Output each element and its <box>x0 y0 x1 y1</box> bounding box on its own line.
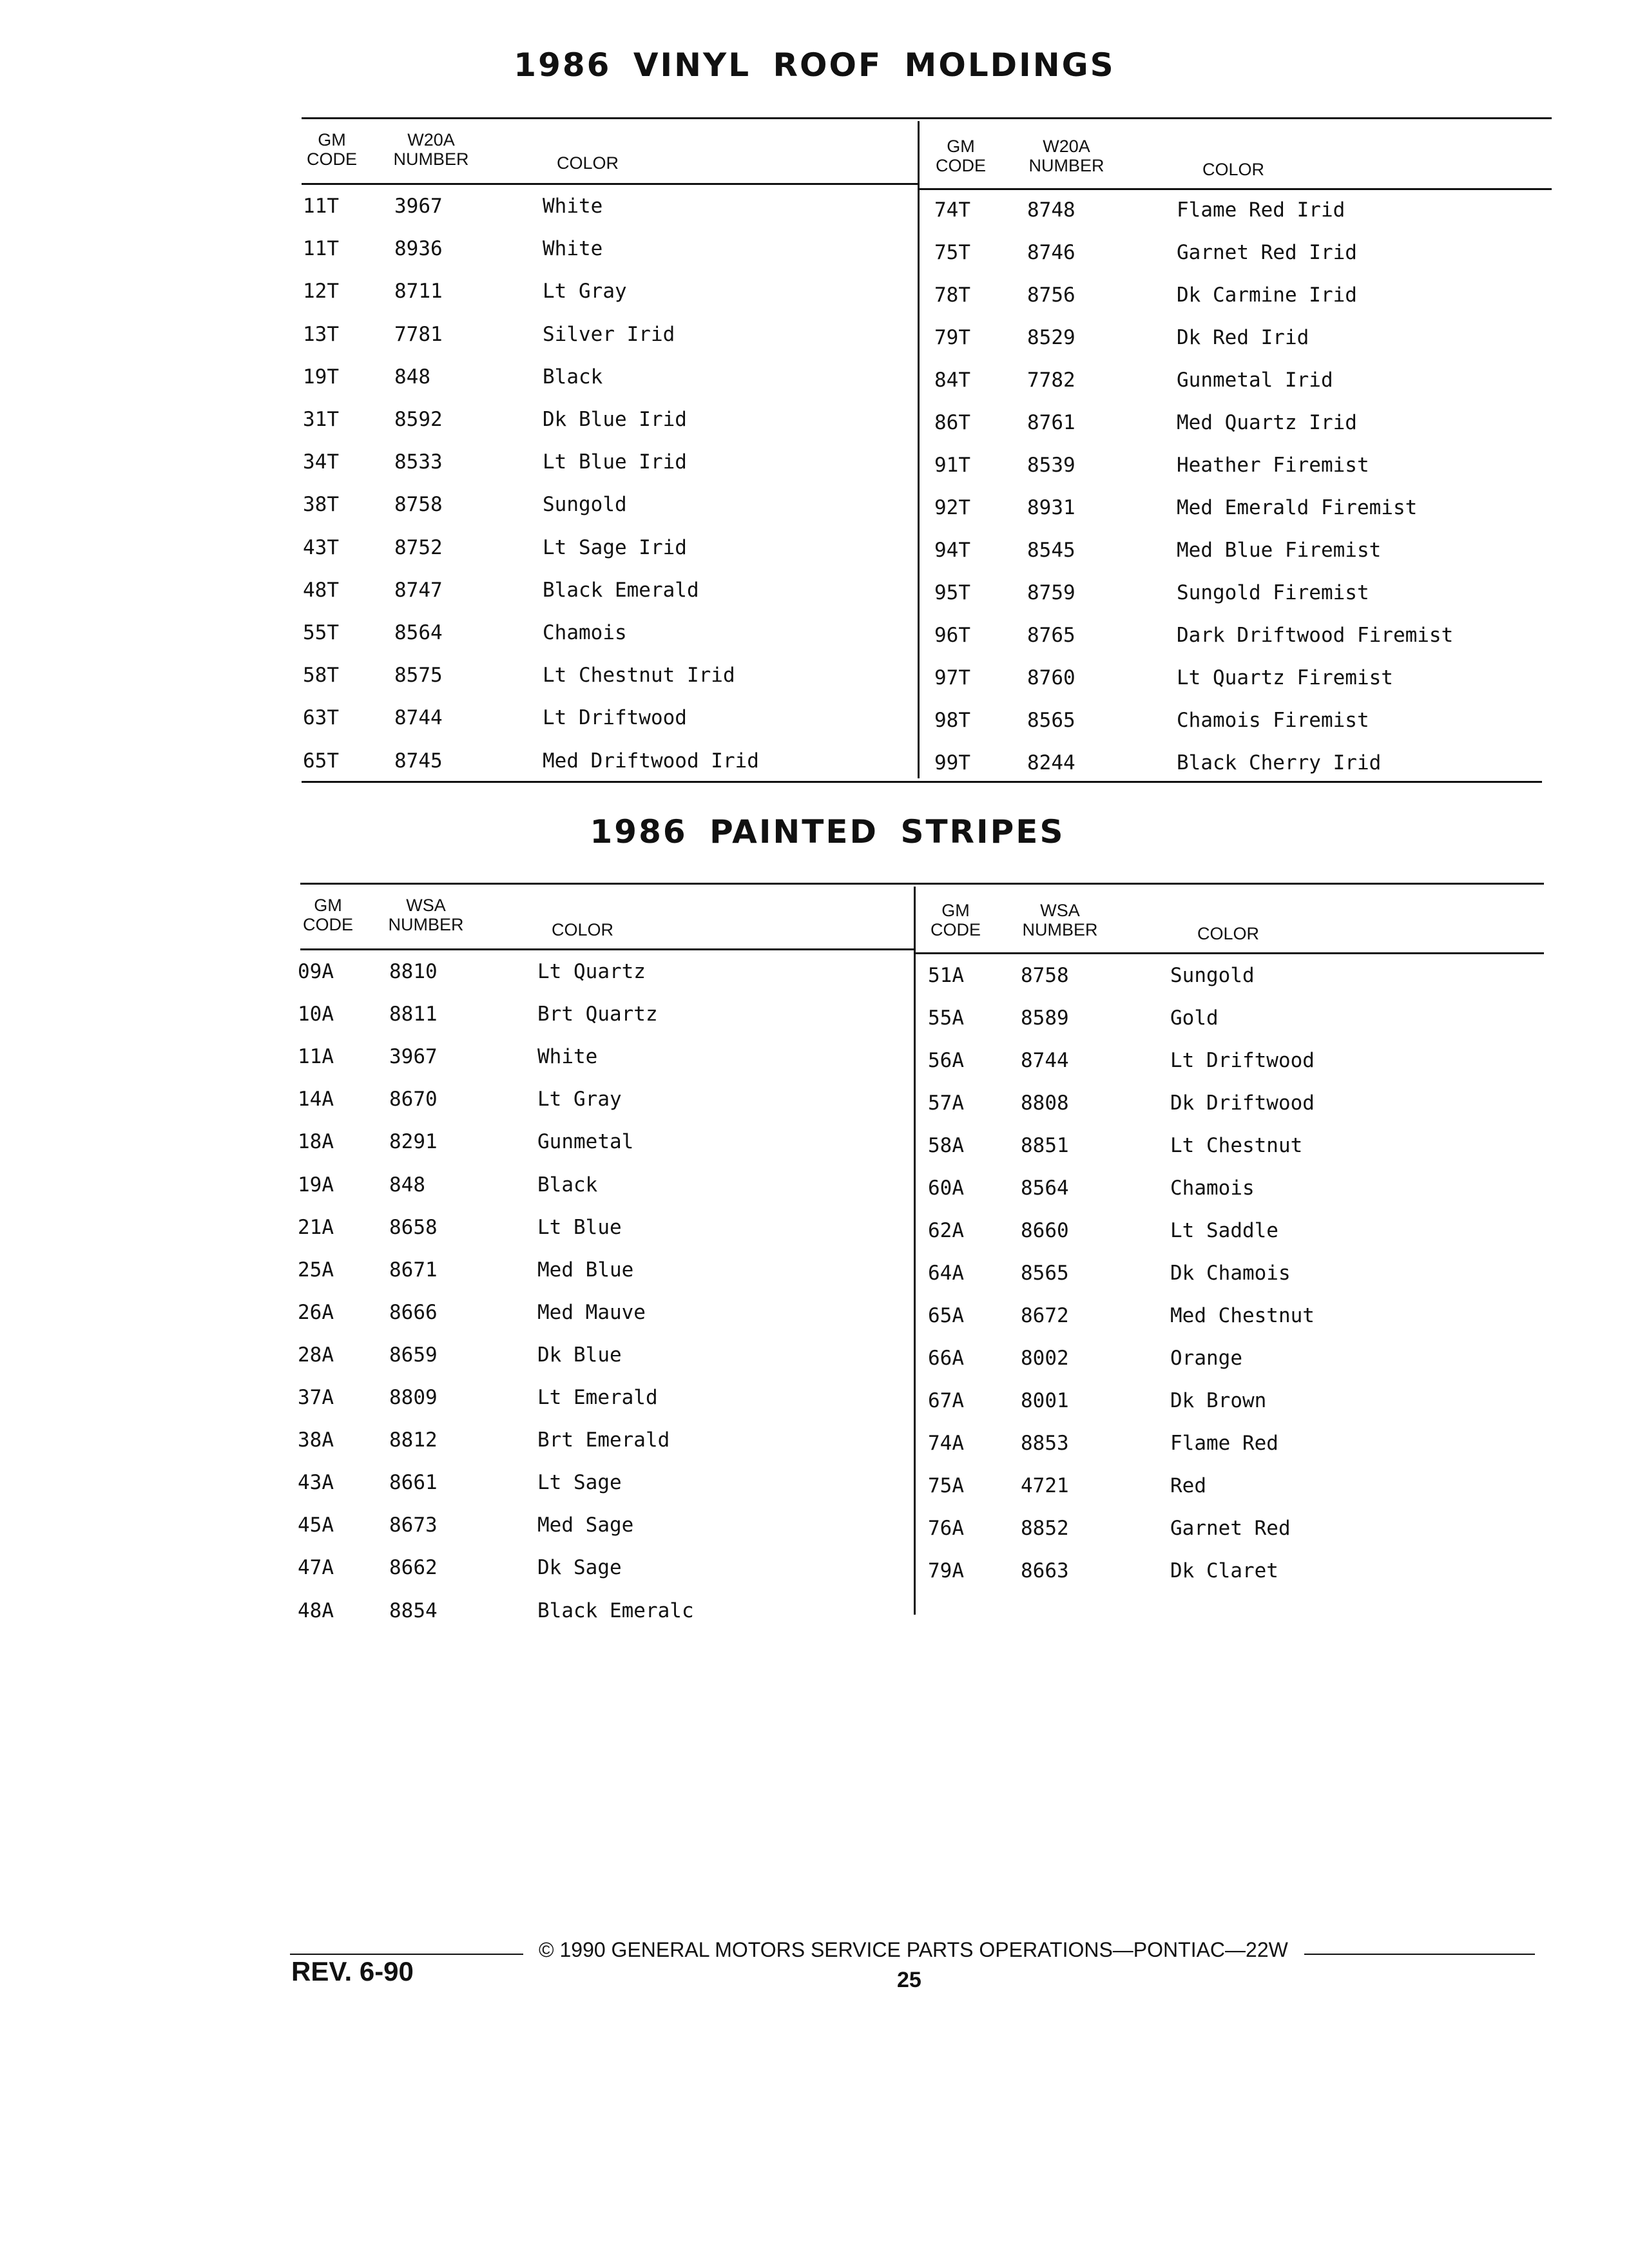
color-name: Lt Blue Irid <box>543 450 687 474</box>
gm-code: 74T <box>934 198 970 222</box>
color-name: Med Blue <box>537 1258 634 1282</box>
color-name: White <box>537 1045 598 1069</box>
gm-label: GM <box>314 896 342 915</box>
gm-code: 63T <box>303 706 339 730</box>
w20a-label: W20A <box>1043 137 1090 156</box>
part-number: 8711 <box>394 280 443 303</box>
color-name: Garnet Red <box>1170 1517 1291 1540</box>
gm-code: 98T <box>934 709 970 732</box>
color-name: Dk Blue Irid <box>543 408 687 431</box>
color-name: Lt Saddle <box>1170 1219 1278 1242</box>
color-name: Med Chestnut <box>1170 1304 1315 1327</box>
color-name: Lt Quartz Firemist <box>1177 666 1393 689</box>
part-number: 8589 <box>1021 1006 1069 1030</box>
part-number: 8671 <box>389 1258 438 1282</box>
color-name: Brt Emerald <box>537 1428 670 1452</box>
part-number: 8747 <box>394 578 443 602</box>
gm-code: 65A <box>928 1304 964 1327</box>
gm-code: 65T <box>303 749 339 773</box>
part-number: 8673 <box>389 1514 438 1537</box>
part-number: 8529 <box>1027 326 1075 349</box>
color-name: Gunmetal Irid <box>1177 369 1333 392</box>
color-name: Lt Driftwood <box>543 706 687 730</box>
gm-code: 10A <box>298 1003 334 1026</box>
part-number: 8758 <box>394 493 443 517</box>
gm-code: 51A <box>928 964 964 987</box>
gm-code: 75T <box>934 241 970 264</box>
color-name: Sungold Firemist <box>1177 581 1369 604</box>
gm-code: 45A <box>298 1514 334 1537</box>
color-name: Flame Red <box>1170 1432 1278 1455</box>
color-name: Lt Gray <box>537 1088 622 1111</box>
color-name: Black Emeralc <box>537 1599 694 1622</box>
gm-code: 43A <box>298 1471 334 1495</box>
gm-code: 31T <box>303 408 339 431</box>
part-number: 8745 <box>394 749 443 773</box>
stripes-top-rule <box>300 883 1544 885</box>
stripes-divider <box>914 887 916 1615</box>
color-name: Lt Gray <box>543 280 627 303</box>
vinyl-right-gm-header <box>925 137 996 175</box>
part-number: 7781 <box>394 322 443 346</box>
gm-code: 78T <box>934 284 970 307</box>
gm-code: 13T <box>303 322 339 346</box>
part-number: 8002 <box>1021 1347 1069 1370</box>
gm-code: 47A <box>298 1556 334 1580</box>
gm-code: 19A <box>298 1173 334 1196</box>
color-name: White <box>543 195 603 218</box>
part-number: 848 <box>389 1173 425 1196</box>
part-number: 8658 <box>389 1215 438 1239</box>
gm-label: GM <box>318 130 346 149</box>
gm-code: 14A <box>298 1088 334 1111</box>
part-number: 8760 <box>1027 666 1075 689</box>
gm-code: 64A <box>928 1262 964 1285</box>
color-name: Dk Sage <box>537 1556 622 1580</box>
part-number: 8809 <box>389 1386 438 1409</box>
gm-code: 28A <box>298 1343 334 1367</box>
page-number: 25 <box>897 1968 921 1992</box>
color-name: Chamois <box>543 621 627 644</box>
color-name: Dark Driftwood Firemist <box>1177 624 1454 647</box>
gm-code: 99T <box>934 751 970 774</box>
part-number: 8533 <box>394 450 443 474</box>
part-number: 8752 <box>394 535 443 559</box>
wsa-label: WSA <box>406 896 446 915</box>
part-number: 7782 <box>1027 369 1075 392</box>
gm-code: 97T <box>934 666 970 689</box>
color-name: Black <box>543 365 603 389</box>
part-number: 8936 <box>394 237 443 261</box>
stripes-right-header-rule <box>915 952 1544 954</box>
vinyl-left-gm-header <box>296 130 367 169</box>
vinyl-right-color-header: COLOR <box>1202 160 1265 179</box>
part-number: 3967 <box>394 195 443 218</box>
footer-left-rule <box>290 1954 523 1955</box>
part-number: 8852 <box>1021 1517 1069 1540</box>
gm-code: 11T <box>303 195 339 218</box>
part-number: 8744 <box>1021 1049 1069 1072</box>
color-name: Sungold <box>1170 964 1255 987</box>
color-name: Lt Sage Irid <box>543 535 687 559</box>
stripes-right-gm-header <box>920 901 991 939</box>
color-name: Lt Quartz <box>537 960 646 983</box>
gm-code: 19T <box>303 365 339 389</box>
color-name: Brt Quartz <box>537 1003 658 1026</box>
vinyl-left-num-header <box>389 130 473 169</box>
vinyl-bottom-rule <box>302 781 1542 783</box>
vinyl-right-num-header <box>1025 137 1108 175</box>
gm-code: 74A <box>928 1432 964 1455</box>
stripes-right-num-header <box>1018 901 1102 939</box>
color-name: Red <box>1170 1474 1206 1497</box>
code-label: CODE <box>935 156 986 175</box>
gm-code: 26A <box>298 1300 334 1324</box>
gm-code: 11T <box>303 237 339 261</box>
gm-code: 37A <box>298 1386 334 1409</box>
color-name: Dk Brown <box>1170 1389 1267 1412</box>
color-name: Sungold <box>543 493 627 517</box>
color-name: Dk Driftwood <box>1170 1091 1315 1115</box>
gm-code: 21A <box>298 1215 334 1239</box>
gm-code: 18A <box>298 1130 334 1154</box>
part-number: 8756 <box>1027 284 1075 307</box>
color-name: Med Emerald Firemist <box>1177 496 1418 519</box>
vinyl-left-header-rule <box>302 183 919 185</box>
part-number: 8748 <box>1027 198 1075 222</box>
part-number: 8565 <box>1021 1262 1069 1285</box>
stripes-right-color-header: COLOR <box>1197 924 1260 943</box>
code-label: CODE <box>930 920 981 939</box>
color-name: Lt Chestnut <box>1170 1134 1303 1157</box>
gm-label: GM <box>941 901 970 920</box>
vinyl-divider <box>918 121 920 778</box>
color-name: Med Driftwood Irid <box>543 749 759 773</box>
color-name: Dk Claret <box>1170 1559 1278 1582</box>
part-number: 8539 <box>1027 454 1075 477</box>
part-number: 8931 <box>1027 496 1075 519</box>
gm-code: 55T <box>303 621 339 644</box>
part-number: 8808 <box>1021 1091 1069 1115</box>
gm-code: 91T <box>934 454 970 477</box>
part-number: 8744 <box>394 706 443 730</box>
stripes-left-header-rule <box>300 948 915 950</box>
color-name: Med Blue Firemist <box>1177 539 1382 562</box>
number-label: NUMBER <box>388 915 464 934</box>
part-number: 8564 <box>1021 1177 1069 1200</box>
vinyl-right-header-rule <box>919 188 1552 190</box>
color-name: Dk Carmine Irid <box>1177 284 1357 307</box>
color-name: Chamois Firemist <box>1177 709 1369 732</box>
color-name: Gunmetal <box>537 1130 634 1154</box>
gm-code: 86T <box>934 411 970 434</box>
part-number: 8670 <box>389 1088 438 1111</box>
color-name: Lt Emerald <box>537 1386 658 1409</box>
color-name: Silver Irid <box>543 322 675 346</box>
color-name: White <box>543 237 603 261</box>
gm-code: 67A <box>928 1389 964 1412</box>
color-name: Dk Blue <box>537 1343 622 1367</box>
part-number: 8811 <box>389 1003 438 1026</box>
part-number: 8545 <box>1027 539 1075 562</box>
revision-label: REV. 6-90 <box>291 1956 414 1986</box>
gm-code: 66A <box>928 1347 964 1370</box>
part-number: 3967 <box>389 1045 438 1069</box>
part-number: 8564 <box>394 621 443 644</box>
gm-code: 94T <box>934 539 970 562</box>
gm-code: 34T <box>303 450 339 474</box>
color-name: Med Mauve <box>537 1300 646 1324</box>
color-name: Black <box>537 1173 598 1196</box>
color-name: Dk Chamois <box>1170 1262 1291 1285</box>
code-label: CODE <box>302 915 353 934</box>
part-number: 8853 <box>1021 1432 1069 1455</box>
vinyl-left-color-header: COLOR <box>557 153 619 173</box>
gm-code: 12T <box>303 280 339 303</box>
color-name: Black Cherry Irid <box>1177 751 1382 774</box>
part-number: 8851 <box>1021 1134 1069 1157</box>
part-number: 8672 <box>1021 1304 1069 1327</box>
number-label: NUMBER <box>1028 156 1104 175</box>
stripes-left-gm-header <box>293 896 363 934</box>
color-name: Gold <box>1170 1006 1219 1030</box>
color-name: Flame Red Irid <box>1177 198 1345 222</box>
part-number: 8660 <box>1021 1219 1069 1242</box>
gm-code: 58A <box>928 1134 964 1157</box>
number-label: NUMBER <box>393 149 469 169</box>
gm-code: 62A <box>928 1219 964 1242</box>
gm-code: 96T <box>934 624 970 647</box>
part-number: 8812 <box>389 1428 438 1452</box>
gm-code: 57A <box>928 1091 964 1115</box>
part-number: 8662 <box>389 1556 438 1580</box>
color-name: Lt Driftwood <box>1170 1049 1315 1072</box>
gm-code: 09A <box>298 960 334 983</box>
footer-right-rule <box>1304 1954 1535 1955</box>
gm-code: 79T <box>934 326 970 349</box>
part-number: 8765 <box>1027 624 1075 647</box>
color-name: Lt Chestnut Irid <box>543 664 735 687</box>
gm-code: 38T <box>303 493 339 517</box>
wsa-label: WSA <box>1040 901 1080 920</box>
gm-code: 76A <box>928 1517 964 1540</box>
gm-code: 95T <box>934 581 970 604</box>
gm-code: 79A <box>928 1559 964 1582</box>
stripes-left-color-header: COLOR <box>552 920 614 939</box>
color-name: Dk Red Irid <box>1177 326 1309 349</box>
vinyl-top-rule <box>302 117 1552 119</box>
gm-code: 25A <box>298 1258 334 1282</box>
gm-code: 43T <box>303 535 339 559</box>
gm-code: 38A <box>298 1428 334 1452</box>
color-name: Med Sage <box>537 1514 634 1537</box>
color-name: Garnet Red Irid <box>1177 241 1357 264</box>
part-number: 8001 <box>1021 1389 1069 1412</box>
stripes-title: 1986 PAINTED STRIPES <box>590 813 1065 850</box>
part-number: 8759 <box>1027 581 1075 604</box>
color-name: Med Quartz Irid <box>1177 411 1357 434</box>
color-name: Lt Sage <box>537 1471 622 1495</box>
part-number: 8244 <box>1027 751 1075 774</box>
part-number: 8761 <box>1027 411 1075 434</box>
part-number: 848 <box>394 365 430 389</box>
color-name: Lt Blue <box>537 1215 622 1239</box>
copyright-notice: © 1990 GENERAL MOTORS SERVICE PARTS OPERATIONS—PONTIAC—22W <box>539 1938 1288 1961</box>
part-number: 8565 <box>1027 709 1075 732</box>
gm-code: 58T <box>303 664 339 687</box>
gm-code: 84T <box>934 369 970 392</box>
gm-code: 92T <box>934 496 970 519</box>
code-label: CODE <box>306 149 357 169</box>
gm-code: 48A <box>298 1599 334 1622</box>
gm-code: 60A <box>928 1177 964 1200</box>
vinyl-title: 1986 VINYL ROOF MOLDINGS <box>514 46 1115 84</box>
w20a-label: W20A <box>407 130 455 149</box>
part-number: 8592 <box>394 408 443 431</box>
part-number: 8666 <box>389 1300 438 1324</box>
part-number: 4721 <box>1021 1474 1069 1497</box>
gm-code: 75A <box>928 1474 964 1497</box>
part-number: 8663 <box>1021 1559 1069 1582</box>
part-number: 8810 <box>389 960 438 983</box>
part-number: 8661 <box>389 1471 438 1495</box>
part-number: 8758 <box>1021 964 1069 987</box>
gm-code: 56A <box>928 1049 964 1072</box>
part-number: 8746 <box>1027 241 1075 264</box>
gm-code: 11A <box>298 1045 334 1069</box>
part-number: 8575 <box>394 664 443 687</box>
part-number: 8854 <box>389 1599 438 1622</box>
color-name: Black Emerald <box>543 578 699 602</box>
color-name: Orange <box>1170 1347 1242 1370</box>
color-name: Chamois <box>1170 1177 1255 1200</box>
part-number: 8659 <box>389 1343 438 1367</box>
gm-code: 48T <box>303 578 339 602</box>
gm-code: 55A <box>928 1006 964 1030</box>
color-name: Heather Firemist <box>1177 454 1369 477</box>
number-label: NUMBER <box>1022 920 1098 939</box>
gm-label: GM <box>947 137 975 156</box>
part-number: 8291 <box>389 1130 438 1154</box>
stripes-left-num-header <box>384 896 468 934</box>
